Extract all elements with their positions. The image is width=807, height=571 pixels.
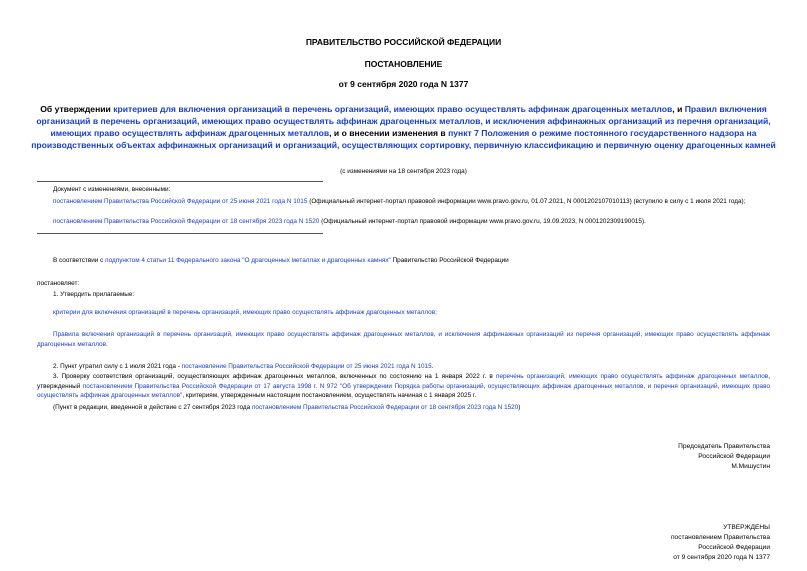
approved-by: постановлением Правительства <box>670 534 770 541</box>
changes-link-1015[interactable]: постановлением Правительства Российской Федерации от 25 июня 2021 года N 1015 <box>53 198 308 205</box>
document-date: от 9 сентября 2020 года N 1377 <box>338 79 469 89</box>
divider-top <box>37 181 323 182</box>
paragraph-3-text-b: , утвержденный <box>37 373 770 390</box>
changes-item-1-text: (Официальный интернет-портал правовой информации www.pravo.gov.ru, 01.07.2021, N 0001202107010113) (вступило в силу с 1 июля 2021 года); <box>307 198 746 205</box>
paragraph-3 <box>37 372 770 401</box>
basis-law-link[interactable]: подпунктом 4 статьи 11 Федерального закона "О драгоценных металлах и драгоценных камнях" <box>105 257 391 264</box>
criteria-link[interactable]: критерии для включения организаций в перечень организаций, имеющих право осуществлять аффинаж драгоценных металлов; <box>53 309 437 316</box>
divider-bottom <box>37 233 323 234</box>
approved-heading: УТВЕРЖДЕНЫ <box>723 524 770 531</box>
title-text-2: , и <box>672 104 685 114</box>
paragraph-3-link-list[interactable]: перечень организаций, имеющих право осуществлять аффинаж драгоценных металлов <box>495 373 769 380</box>
title-text-1: Об утверждении <box>40 104 114 114</box>
title-link-paragraph-7[interactable]: пункт 7 Положения о режиме постоянного государственного надзора на производственных объектах аффинажных организаций и организаций, осуществляющих сортировку, первичную классификацию и первичную оценку драгоценных камней <box>31 128 776 150</box>
basis-post: Правительство Российской Федерации <box>390 257 509 264</box>
paragraph-2-text: 2. Пункт утратил силу с 1 июля 2021 года - <box>53 363 182 370</box>
note-text-a: (Пункт в редакции, введенной в действие с 27 сентября 2023 года <box>53 404 252 411</box>
paragraph-2 <box>53 362 770 372</box>
basis-paragraph <box>53 256 770 266</box>
paragraph-2-end: . <box>431 363 434 370</box>
title-link-rules[interactable]: Правил включения организаций в перечень организаций, имеющих право осуществлять аффинаж драгоценных металлов, и исключения аффинажных организаций из перечня организаций, имеющих право осуществлять аффинаж драгоценных металлов <box>36 104 771 138</box>
note-link-1520[interactable]: постановлением Правительства Российской Федерации от 18 сентября 2023 года N 1520 <box>251 404 519 411</box>
approved-date: от 9 сентября 2020 года N 1377 <box>673 554 770 561</box>
rules-link[interactable]: Правила включения организаций в перечень организаций, имеющих право осуществлять аффинаж драгоценных металлов, и исключения аффинажных организаций из перечня организаций, имеющих право осуществлять аффинаж драгоценных металлов. <box>37 331 770 348</box>
signature-name: М.Мишустин <box>731 463 770 470</box>
changes-intro: Документ с изменениями, внесенными: <box>53 186 171 193</box>
paragraph-3-note <box>53 403 770 413</box>
changes-link-1520[interactable]: постановлением Правительства Российской Федерации от 18 сентября 2023 года N 1520 <box>53 218 320 225</box>
basis-pre: В соответствии с <box>53 257 106 264</box>
paragraph-3-link-972[interactable]: постановлением Правительства Российской Федерации от 17 августа 1998 г. N 972 "Об утверждении Порядка работы организаций, осуществляющих аффинаж драгоценных металлов, и перечня организаций, имеющих право осуществлять аффинаж драгоценных металлов" <box>37 382 770 400</box>
paragraph-2-link[interactable]: постановление Правительства Российской Федерации от 25 июня 2021 года N 1015 <box>181 363 432 370</box>
approve-text: 1. Утвердить прилагаемые: <box>53 291 135 298</box>
revision-note: (с изменениями на 18 сентября 2023 года) <box>340 168 467 175</box>
paragraph-3-text-a: 3. Проверку соответствия организаций, осуществляющих аффинаж драгоценных металлов, включенных по состоянию на 1 января 2022 г. в <box>53 373 496 380</box>
signature-country: Российской Федерации <box>698 453 770 460</box>
signature-title: Председатель Правительства <box>678 443 770 450</box>
changes-item-1 <box>37 197 770 207</box>
note-text-b: ) <box>518 404 521 411</box>
rules-paragraph <box>37 330 770 349</box>
signature-block <box>678 442 770 472</box>
approved-country: Российской Федерации <box>698 544 770 551</box>
document-type: ПОСТАНОВЛЕНИЕ <box>364 59 443 69</box>
changes-item-2 <box>37 217 770 227</box>
title-text-3: , и о внесении изменения в <box>329 128 449 138</box>
document-title <box>30 103 777 151</box>
changes-item-2-text: (Официальный интернет-портал правовой информации www.pravo.gov.ru, 19.09.2023, N 0001202309190015). <box>319 218 646 225</box>
government-heading: ПРАВИТЕЛЬСТВО РОССИЙСКОЙ ФЕДЕРАЦИИ <box>305 37 502 47</box>
paragraph-3-text-c: , критериям, утвержденным настоящим постановлением, осуществлять начиная с 1 января 2025 г. <box>182 392 477 400</box>
approved-block <box>671 523 770 563</box>
resolves-text: постановляет: <box>37 280 80 287</box>
title-link-criteria[interactable]: критериев для включения организаций в перечень организаций, имеющих право осуществлять аффинаж драгоценных металлов <box>113 104 673 114</box>
